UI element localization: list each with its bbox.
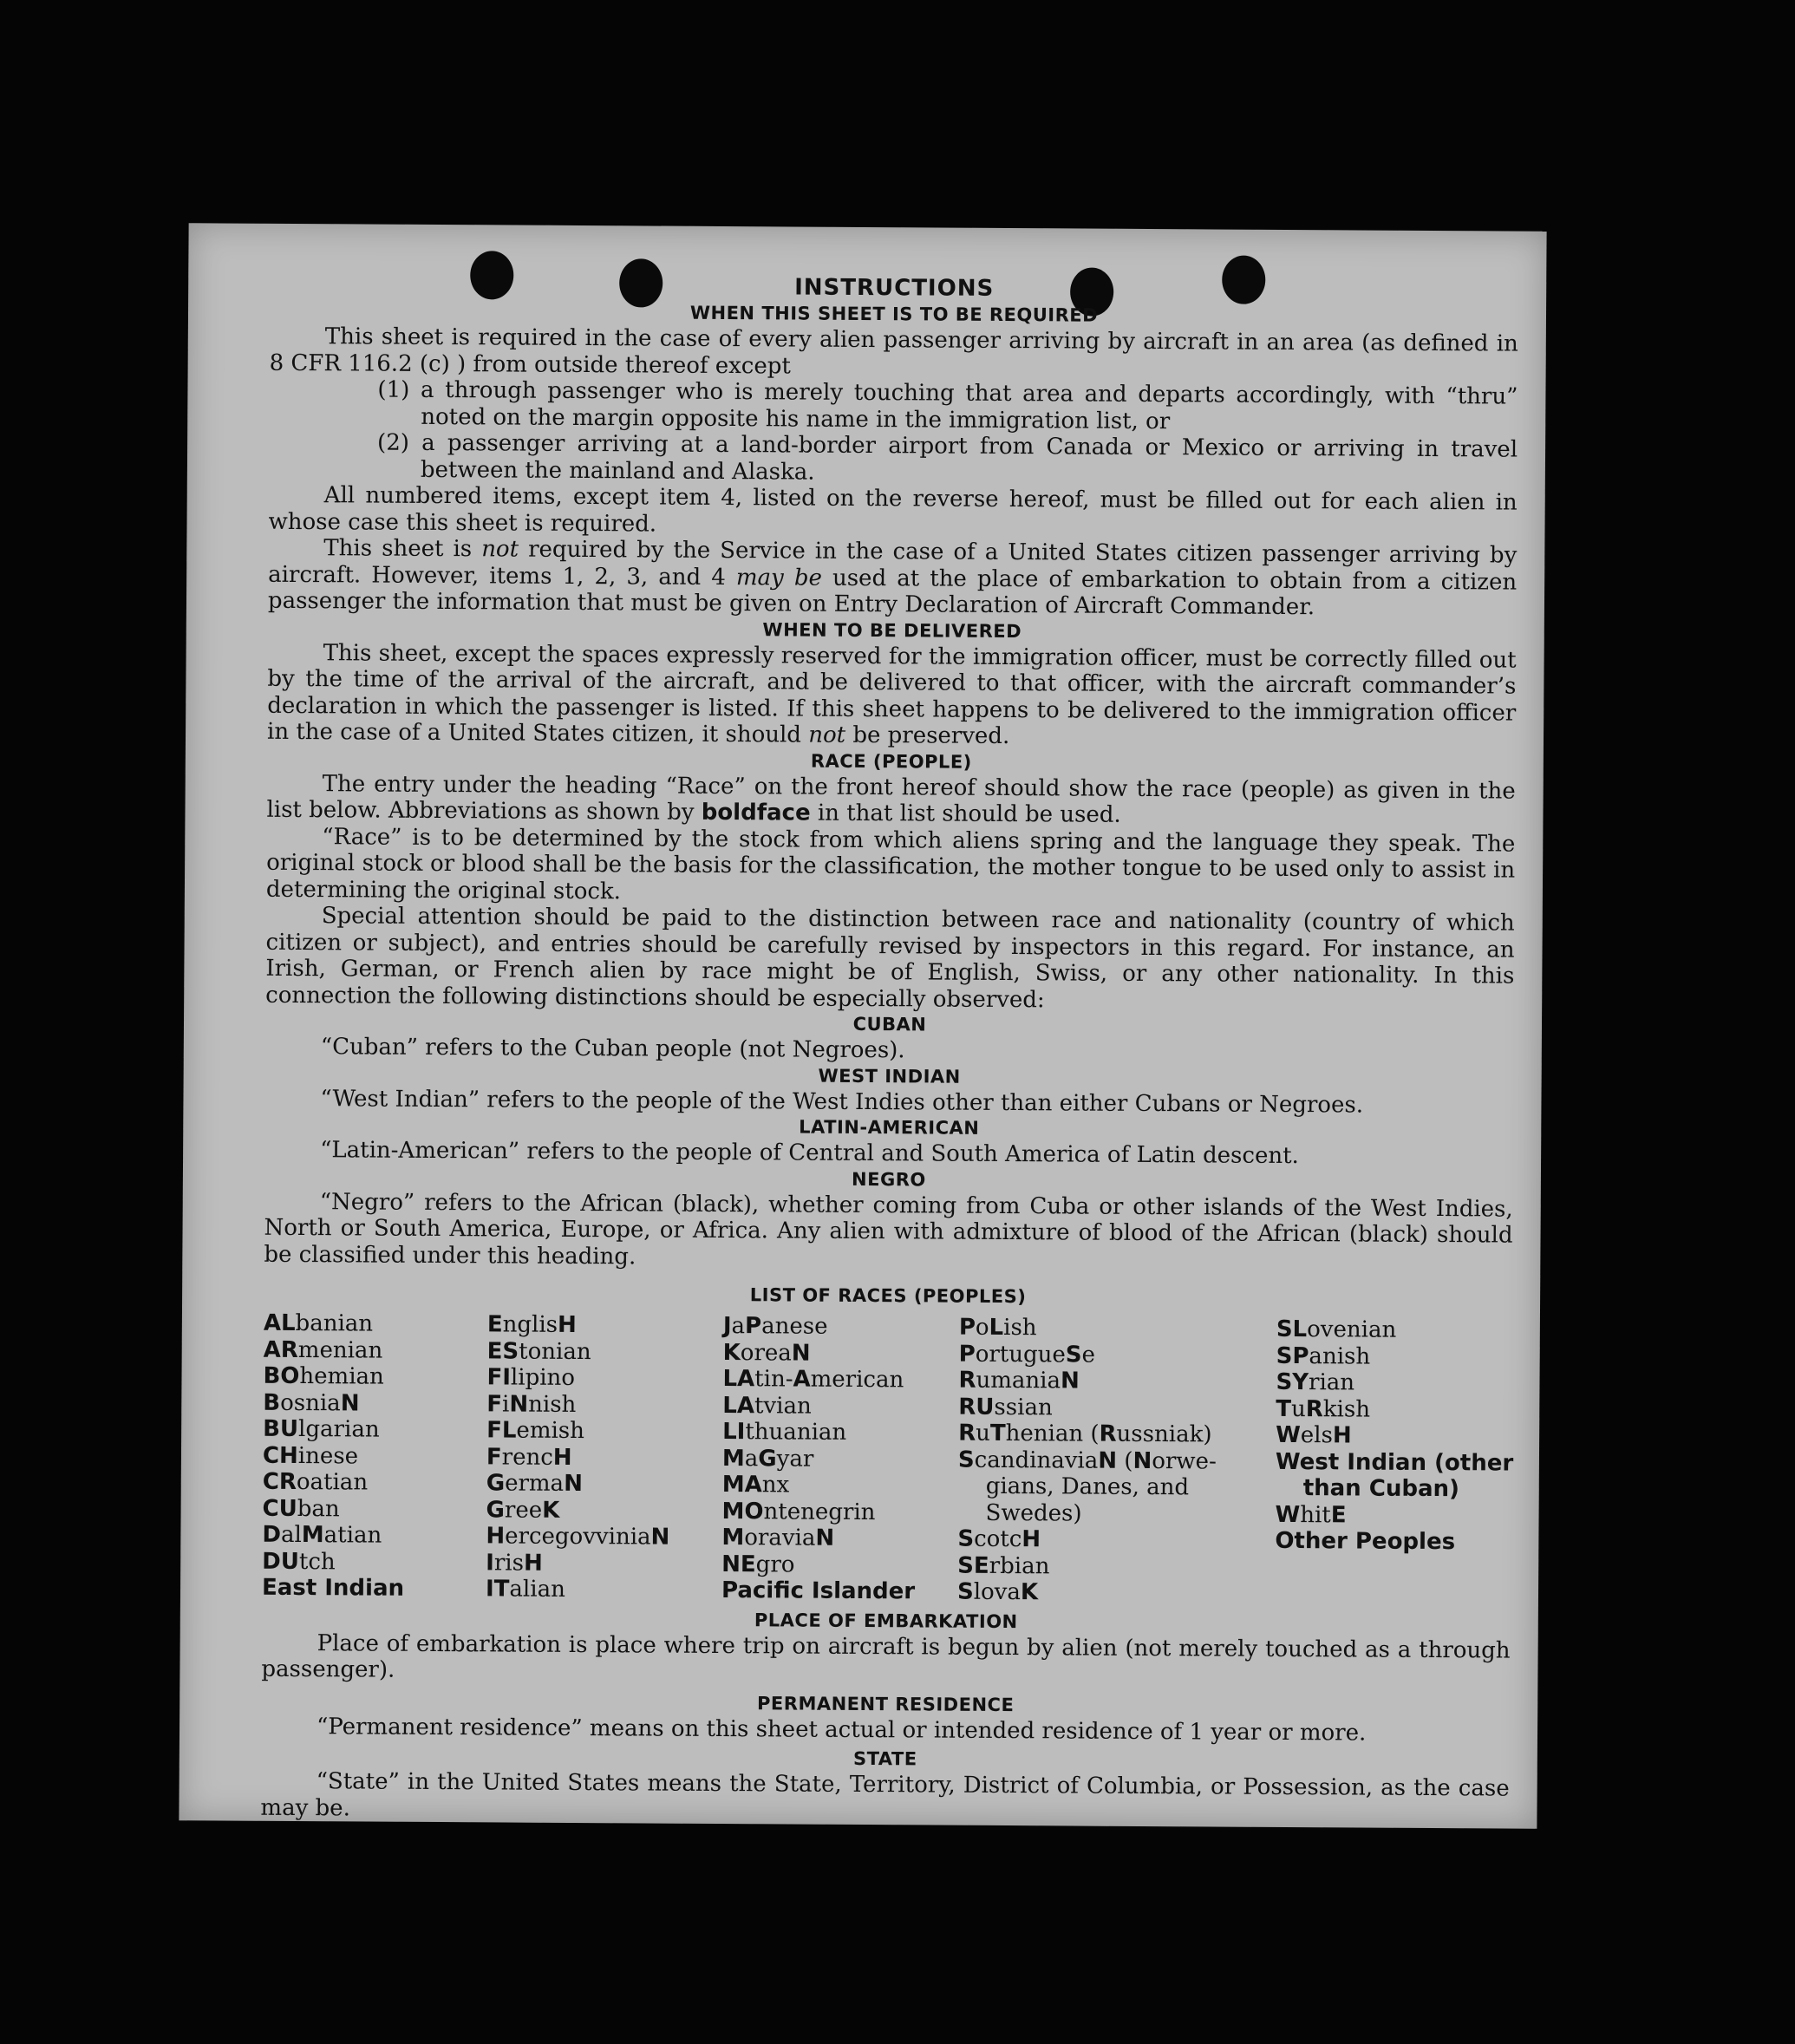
heading-when-delivered: WHEN TO BE DELIVERED: [762, 618, 1022, 642]
paragraph: “Permanent residence” means on this sheet actual or intended residence of 1 year or more.: [316, 1713, 1367, 1747]
race-entry: CRoatian: [262, 1468, 369, 1496]
paragraph: “Negro” refers to the African (black), whether coming from Cuba or other islands of the West Indies, North or South America, Europe, or Africa. Any alien with admixture of blood of the African (black) should be classified under this heading.: [264, 1188, 1513, 1270]
race-entry: than Cuban): [1302, 1475, 1460, 1503]
heading-negro: NEGRO: [852, 1168, 926, 1190]
races-column: [262, 1310, 487, 1603]
paragraph: “Cuban” refers to the Cuban people (not Negroes).: [320, 1034, 905, 1064]
race-entry: FrencH: [486, 1443, 572, 1471]
page-title: INSTRUCTIONS: [794, 274, 995, 302]
paragraph: “Race” is to be determined by the stock from which aliens spring and the language they speak. The original stock or blood shall be the basis for the classification, the mother tongue to be used only to assist in determining the original stock.: [265, 823, 1516, 904]
paragraph: This sheet, except the spaces expressly reserved for the immigration officer, must be correctly filled out by the time of the arrival of the aircraft, and be delivered to that officer, with the aircraft commander’s declaration in which the passenger is listed. If this sheet happens to be delivered to the immigration officer in the case of a United States citizen, it should not be preserved.: [266, 639, 1517, 750]
races-column: [721, 1313, 959, 1605]
race-entry: SPanish: [1276, 1342, 1371, 1370]
race-entry: DUtch: [262, 1548, 336, 1575]
race-entry: FIlipino: [486, 1364, 576, 1391]
paragraph: All numbered items, except item 4, listed on the reverse hereof, must be filled out for each alien in whose case this sheet is required.: [268, 482, 1518, 538]
race-entry: FLemish: [486, 1417, 585, 1445]
race-entry: RumaniaN: [958, 1367, 1080, 1394]
race-entry: NEgro: [721, 1551, 795, 1578]
heading-race: RACE (PEOPLE): [810, 750, 972, 773]
paragraph: “West Indian” refers to the people of the West Indies other than either Cubans or Negroes.: [320, 1085, 1364, 1119]
race-entry: KoreaN: [722, 1339, 811, 1367]
paragraph: Place of embarkation is place where trip on aircraft is begun by alien (not merely touched as a through passenger).: [261, 1629, 1511, 1683]
race-entry: SLovenian: [1276, 1316, 1397, 1343]
heading-when-required: WHEN THIS SHEET IS TO BE REQUIRED: [689, 302, 1099, 326]
race-entry: PoLish: [958, 1314, 1037, 1342]
race-entry: CHinese: [262, 1442, 359, 1469]
race-entry: MaGyar: [721, 1445, 814, 1473]
race-entry: ScandinaviaN (Norwe-: [957, 1446, 1217, 1475]
race-entry: gians, Danes, and: [985, 1473, 1190, 1501]
heading-place-of-embarkation: PLACE OF EMBARKATION: [754, 1609, 1018, 1632]
race-entry: West Indian (other: [1275, 1448, 1514, 1477]
race-entry: JaPanese: [722, 1313, 828, 1340]
heading-state: STATE: [852, 1747, 917, 1770]
race-entry: CUban: [262, 1495, 340, 1522]
race-entry: WelsH: [1276, 1421, 1352, 1449]
race-entry: PortugueSe: [958, 1341, 1096, 1368]
heading-permanent-residence: PERMANENT RESIDENCE: [757, 1692, 1015, 1715]
race-entry: ARmenian: [263, 1336, 383, 1364]
paragraph: The entry under the heading “Race” on the front hereof should show the race (people) as given in the list below. Abbreviations as shown by boldface in that list should be used.: [266, 770, 1516, 828]
race-entry: LAtin-American: [722, 1366, 904, 1394]
race-entry: MOntenegrin: [721, 1498, 876, 1525]
race-entry: DalMatian: [262, 1521, 382, 1549]
races-column: [486, 1311, 723, 1603]
race-entry: EnglisH: [486, 1311, 577, 1338]
race-entry: RUssian: [958, 1394, 1053, 1420]
paragraph: This sheet is required in the case of every alien passenger arriving by aircraft in an area (as defined in 8 CFR 116.2 (c) ) from outside thereof except: [269, 323, 1518, 379]
heading-cuban: CUBAN: [852, 1013, 927, 1035]
race-entry: BosniaN: [263, 1389, 360, 1416]
heading-west-indian: WEST INDIAN: [818, 1065, 961, 1087]
paragraph: “Latin-American” refers to the people of Central and South America of Latin descent.: [320, 1137, 1299, 1170]
race-entry: HercegovviniaN: [486, 1523, 670, 1551]
race-entry: GermaN: [486, 1470, 583, 1498]
races-column: [957, 1315, 1276, 1608]
race-entry: Other Peoples: [1275, 1527, 1456, 1556]
paragraph: Special attention should be paid to the distinction between race and nationality (country of which citizen or subject), and entries should be carefully revised by inspectors in this regard. For instance, an Irish, German, or French alien by race might be of English, Swiss, or any other nationality. In this connection the following distinctions should be especially observed:: [265, 903, 1515, 1013]
race-entry: GreeK: [486, 1496, 560, 1524]
paragraph: “State” in the United States means the State, Territory, District of Columbia, or Possession, as the case may be.: [260, 1768, 1510, 1821]
race-entry: BOhemian: [263, 1362, 384, 1390]
document-sheet: [179, 223, 1546, 1829]
race-entry: FiNnish: [486, 1390, 577, 1418]
race-entry: MoraviaN: [721, 1525, 835, 1551]
heading-latin-american: LATIN-AMERICAN: [799, 1116, 980, 1139]
race-entry: East Indian: [261, 1574, 405, 1602]
races-column: [1275, 1316, 1514, 1609]
races-list: [262, 1310, 1512, 1609]
race-entry: SErbian: [957, 1552, 1050, 1579]
list-item: (1) a through passenger who is merely touching that area and departs accordingly, with “thru” noted on the margin opposite his name in the immigration list, or: [377, 376, 1518, 434]
race-entry: ScotcH: [957, 1525, 1041, 1553]
race-entry: EStonian: [486, 1337, 591, 1365]
race-entry: LAtvian: [722, 1392, 812, 1420]
race-entry: WhitE: [1275, 1501, 1347, 1528]
instructions-body: [260, 271, 1518, 1829]
race-entry: ALbanian: [263, 1309, 374, 1337]
race-entry: Pacific Islander: [721, 1577, 916, 1605]
race-entry: SYrian: [1276, 1368, 1355, 1396]
race-entry: TuRkish: [1276, 1395, 1371, 1423]
paragraph: This sheet is not required by the Service in the case of a United States citizen passenger arriving by aircraft. However, items 1, 2, 3, and 4 may be used at the place of embarkation to obtain from a citizen passenger the information that must be given on Entry Declaration of Aircraft Commander.: [267, 535, 1518, 621]
race-entry: LIthuanian: [722, 1419, 847, 1446]
list-item: (2) a passenger arriving at a land-border airport from Canada or Mexico or arriving in travel between the mainland and Alaska.: [377, 429, 1518, 486]
heading-list-of-races: LIST OF RACES (PEOPLES): [749, 1284, 1027, 1308]
race-entry: Swedes): [985, 1499, 1082, 1527]
race-entry: IrisH: [486, 1549, 543, 1577]
race-entry: MAnx: [721, 1472, 790, 1499]
race-entry: BUlgarian: [263, 1415, 380, 1443]
race-entry: RuThenian (Russniak): [958, 1420, 1212, 1448]
race-entry: SlovaK: [956, 1578, 1039, 1606]
race-entry: ITalian: [485, 1576, 565, 1603]
